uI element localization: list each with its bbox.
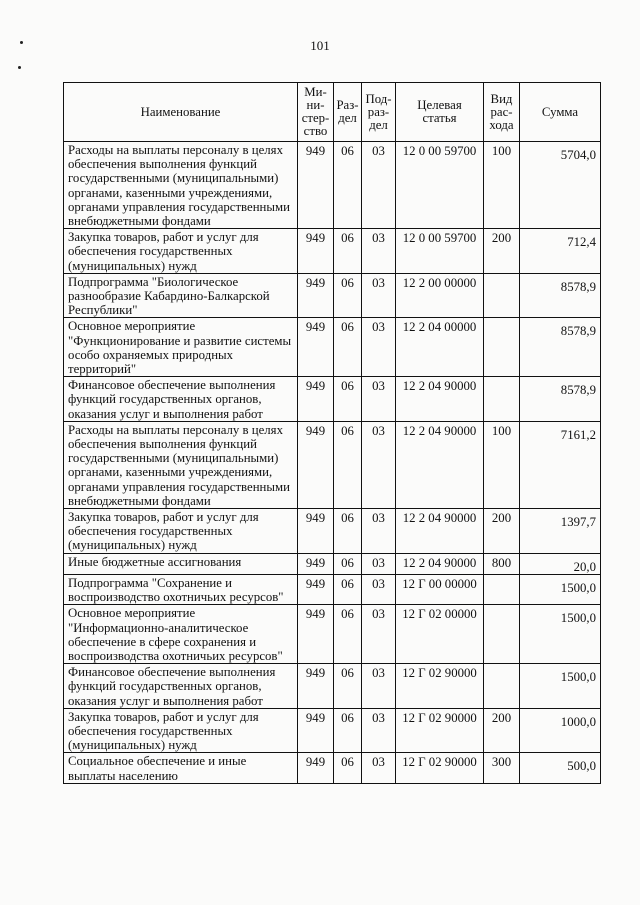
row-sum: 712,4 bbox=[520, 229, 601, 274]
row-ministry: 949 bbox=[298, 142, 334, 229]
row-target: 12 Г 02 90000 bbox=[396, 664, 484, 709]
table-row bbox=[64, 605, 601, 664]
row-section: 06 bbox=[334, 708, 362, 753]
table-row bbox=[64, 377, 601, 422]
row-sum: 20,0 bbox=[520, 553, 601, 574]
row-target: 12 2 04 90000 bbox=[396, 553, 484, 574]
row-name: Закупка товаров, работ и услуг для обеспечения государственных (муниципальных) нужд bbox=[64, 229, 298, 274]
row-expense-type: 200 bbox=[484, 708, 520, 753]
row-subsection: 03 bbox=[362, 421, 396, 508]
header-section: Раз- дел bbox=[334, 83, 362, 142]
row-sum: 500,0 bbox=[520, 753, 601, 783]
table-row bbox=[64, 574, 601, 604]
row-ministry: 949 bbox=[298, 708, 334, 753]
row-name: Основное мероприятие "Информационно-аналитическое обеспечение в сфере сохранения и воспроизводства охотничьих ресурсов" bbox=[64, 605, 298, 664]
page-number: 101 bbox=[310, 38, 330, 53]
row-expense-type: 100 bbox=[484, 421, 520, 508]
row-name: Иные бюджетные ассигнования bbox=[64, 553, 298, 574]
row-subsection: 03 bbox=[362, 753, 396, 783]
row-sum: 8578,9 bbox=[520, 377, 601, 422]
row-target: 12 0 00 59700 bbox=[396, 229, 484, 274]
row-name: Финансовое обеспечение выполнения функций государственных органов, оказания услуг и выполнения работ bbox=[64, 664, 298, 709]
table-body bbox=[64, 142, 601, 784]
row-ministry: 949 bbox=[298, 753, 334, 783]
row-target: 12 2 04 90000 bbox=[396, 421, 484, 508]
row-section: 06 bbox=[334, 605, 362, 664]
row-name: Финансовое обеспечение выполнения функций государственных органов, оказания услуг и выполнения работ bbox=[64, 377, 298, 422]
table-row bbox=[64, 421, 601, 508]
table-row bbox=[64, 553, 601, 574]
row-expense-type bbox=[484, 574, 520, 604]
header-row bbox=[64, 83, 601, 142]
row-name: Основное мероприятие "Функционирование и развитие системы особо охраняемых природных территорий" bbox=[64, 318, 298, 377]
row-name: Социальное обеспечение и иные выплаты населению bbox=[64, 753, 298, 783]
row-name: Подпрограмма "Сохранение и воспроизводство охотничьих ресурсов" bbox=[64, 574, 298, 604]
row-section: 06 bbox=[334, 142, 362, 229]
row-ministry: 949 bbox=[298, 509, 334, 554]
row-target: 12 Г 02 00000 bbox=[396, 605, 484, 664]
row-ministry: 949 bbox=[298, 377, 334, 422]
row-expense-type: 800 bbox=[484, 553, 520, 574]
row-subsection: 03 bbox=[362, 142, 396, 229]
table-row bbox=[64, 509, 601, 554]
row-target: 12 Г 02 90000 bbox=[396, 708, 484, 753]
row-sum: 1000,0 bbox=[520, 708, 601, 753]
row-subsection: 03 bbox=[362, 708, 396, 753]
table-row bbox=[64, 229, 601, 274]
row-target: 12 2 04 00000 bbox=[396, 318, 484, 377]
table-row bbox=[64, 664, 601, 709]
row-sum: 8578,9 bbox=[520, 273, 601, 318]
row-target: 12 Г 00 00000 bbox=[396, 574, 484, 604]
row-sum: 7161,2 bbox=[520, 421, 601, 508]
row-ministry: 949 bbox=[298, 318, 334, 377]
row-expense-type bbox=[484, 318, 520, 377]
row-sum: 5704,0 bbox=[520, 142, 601, 229]
table-row bbox=[64, 708, 601, 753]
row-expense-type: 100 bbox=[484, 142, 520, 229]
row-ministry: 949 bbox=[298, 664, 334, 709]
row-ministry: 949 bbox=[298, 273, 334, 318]
row-sum: 1500,0 bbox=[520, 664, 601, 709]
row-expense-type bbox=[484, 273, 520, 318]
scan-speck bbox=[18, 66, 21, 69]
row-subsection: 03 bbox=[362, 509, 396, 554]
row-section: 06 bbox=[334, 318, 362, 377]
row-target: 12 Г 02 90000 bbox=[396, 753, 484, 783]
row-expense-type bbox=[484, 664, 520, 709]
row-expense-type: 300 bbox=[484, 753, 520, 783]
row-name: Расходы на выплаты персоналу в целях обеспечения выполнения функций государственными (муниципальными) органами, казенными учреждениями, органами управления государственными внебюджетными фондами bbox=[64, 421, 298, 508]
row-subsection: 03 bbox=[362, 574, 396, 604]
row-sum: 1500,0 bbox=[520, 605, 601, 664]
row-subsection: 03 bbox=[362, 229, 396, 274]
row-name: Подпрограмма "Биологическое разнообразие Кабардино-Балкарской Республики" bbox=[64, 273, 298, 318]
row-expense-type bbox=[484, 377, 520, 422]
table-row bbox=[64, 753, 601, 783]
table-row bbox=[64, 273, 601, 318]
table-row bbox=[64, 318, 601, 377]
header-expense-type: Вид рас- хода bbox=[484, 83, 520, 142]
row-section: 06 bbox=[334, 553, 362, 574]
row-ministry: 949 bbox=[298, 553, 334, 574]
row-expense-type: 200 bbox=[484, 509, 520, 554]
row-sum: 8578,9 bbox=[520, 318, 601, 377]
header-sum: Сумма bbox=[520, 83, 601, 142]
header-ministry: Ми- ни- стер- ство bbox=[298, 83, 334, 142]
header-name: Наименование bbox=[64, 83, 298, 142]
row-name: Закупка товаров, работ и услуг для обеспечения государственных (муниципальных) нужд bbox=[64, 708, 298, 753]
row-subsection: 03 bbox=[362, 605, 396, 664]
row-section: 06 bbox=[334, 574, 362, 604]
row-section: 06 bbox=[334, 377, 362, 422]
row-ministry: 949 bbox=[298, 421, 334, 508]
row-target: 12 0 00 59700 bbox=[396, 142, 484, 229]
row-section: 06 bbox=[334, 753, 362, 783]
row-target: 12 2 00 00000 bbox=[396, 273, 484, 318]
row-expense-type: 200 bbox=[484, 229, 520, 274]
row-subsection: 03 bbox=[362, 377, 396, 422]
row-section: 06 bbox=[334, 664, 362, 709]
row-ministry: 949 bbox=[298, 605, 334, 664]
row-sum: 1397,7 bbox=[520, 509, 601, 554]
row-name: Закупка товаров, работ и услуг для обеспечения государственных (муниципальных) нужд bbox=[64, 509, 298, 554]
row-subsection: 03 bbox=[362, 553, 396, 574]
row-subsection: 03 bbox=[362, 664, 396, 709]
budget-table bbox=[63, 82, 601, 784]
row-section: 06 bbox=[334, 421, 362, 508]
row-expense-type bbox=[484, 605, 520, 664]
row-subsection: 03 bbox=[362, 318, 396, 377]
header-subsection: Под- раз- дел bbox=[362, 83, 396, 142]
row-subsection: 03 bbox=[362, 273, 396, 318]
row-section: 06 bbox=[334, 229, 362, 274]
row-target: 12 2 04 90000 bbox=[396, 509, 484, 554]
row-name: Расходы на выплаты персоналу в целях обеспечения выполнения функций государственными (муниципальными) органами, казенными учреждениями, органами управления государственными внебюджетными фондами bbox=[64, 142, 298, 229]
row-ministry: 949 bbox=[298, 229, 334, 274]
row-section: 06 bbox=[334, 273, 362, 318]
row-target: 12 2 04 90000 bbox=[396, 377, 484, 422]
table-row bbox=[64, 142, 601, 229]
row-sum: 1500,0 bbox=[520, 574, 601, 604]
row-section: 06 bbox=[334, 509, 362, 554]
header-target: Целевая статья bbox=[396, 83, 484, 142]
row-ministry: 949 bbox=[298, 574, 334, 604]
